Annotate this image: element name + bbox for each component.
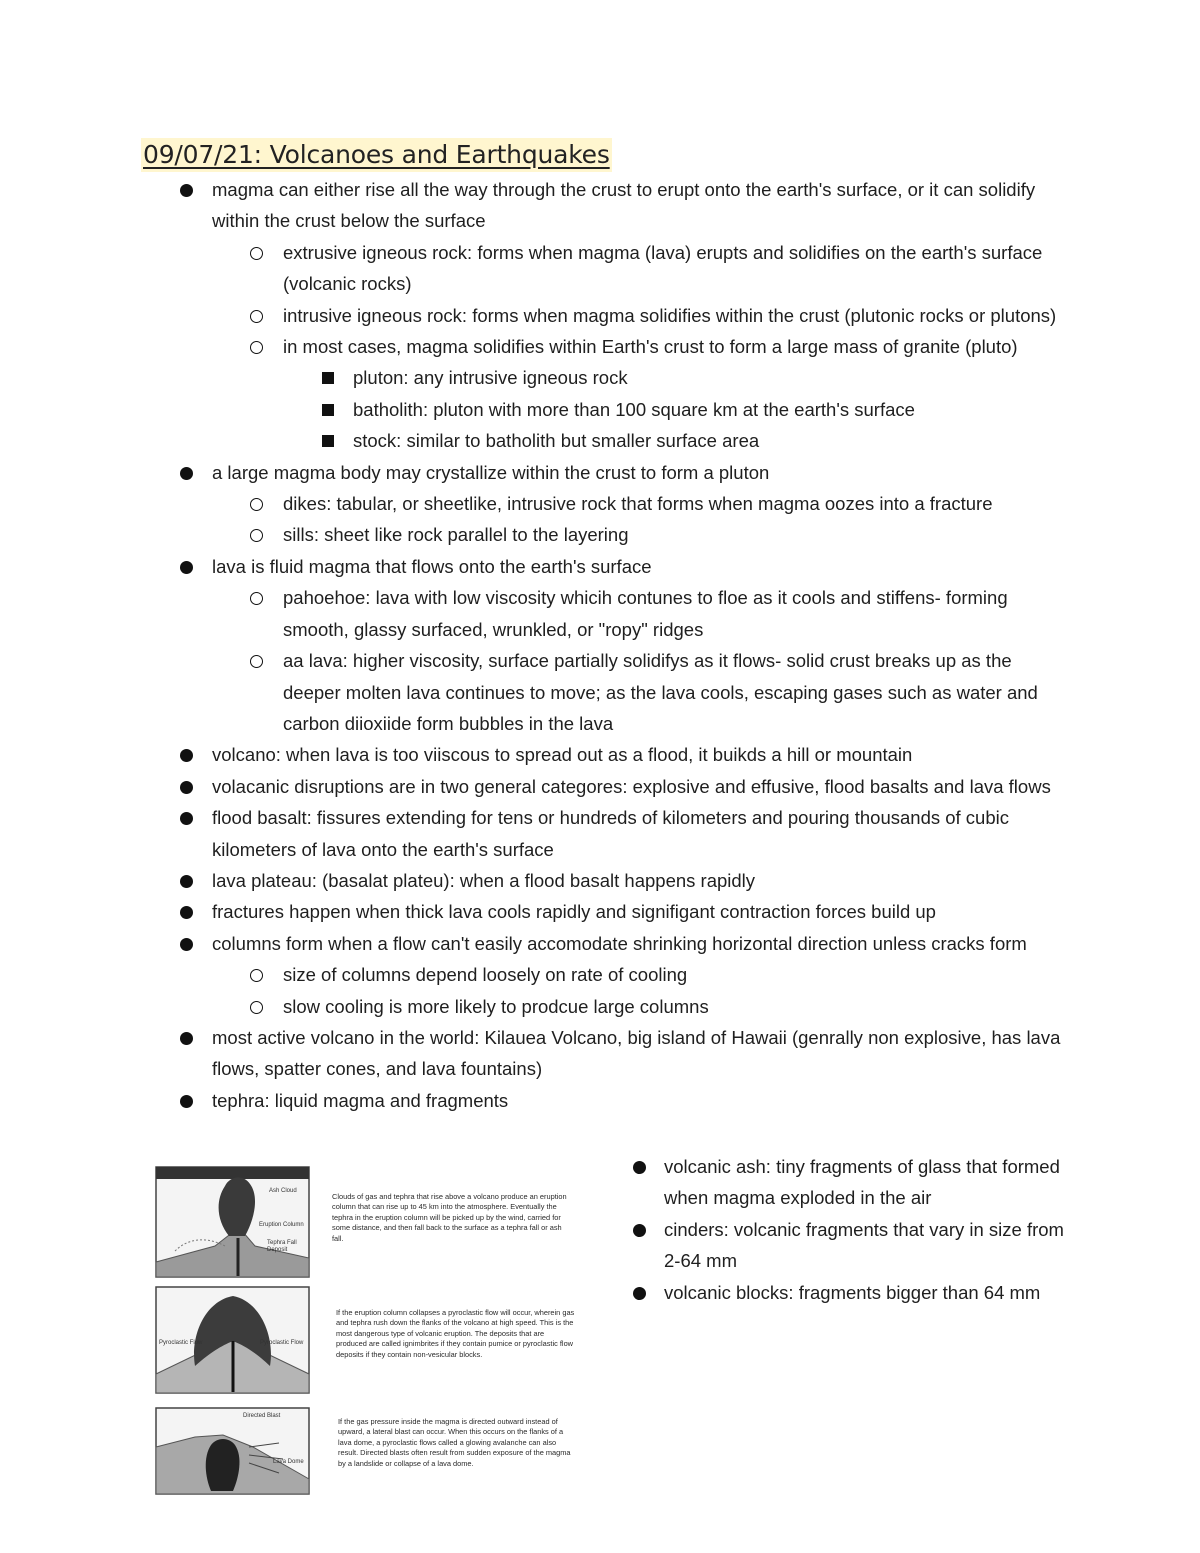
hollow-bullet-icon: [250, 529, 263, 542]
bullet-icon: [180, 1095, 193, 1108]
note-item-level-2: [178, 519, 1068, 550]
note-text: flood basalt: fissures extending for tens or hundreds of kilometers and pouring thousands of cubic kilometers of lava onto the earth's surface: [212, 807, 1009, 860]
note-text: slow cooling is more likely to prodcue large columns: [283, 995, 709, 1017]
note-item-level-1: [178, 928, 1068, 959]
hollow-bullet-icon: [250, 341, 263, 354]
note-item-level-1: [178, 457, 1068, 488]
figure-caption: If the eruption column collapses a pyroclastic flow will occur, wherein gas and tephra rush down the flanks of the volcano at high speed. This is the most dangerous type of volcanic eruption. The deposits that are produced are called ignimbrites if they contain pumice or pyroclastic flow deposits if they contain non-vesicular blocks.: [336, 1308, 575, 1359]
note-text: sills: sheet like rock parallel to the layering: [283, 524, 629, 546]
bullet-icon: [180, 812, 193, 825]
note-item-level-2: [178, 237, 1068, 300]
bullet-icon: [633, 1224, 646, 1237]
note-text: cinders: volcanic fragments that vary in size from 2-64 mm: [664, 1218, 1064, 1272]
note-item-level-1: [178, 551, 1068, 582]
hollow-bullet-icon: [250, 247, 263, 260]
bullet-icon: [633, 1287, 646, 1300]
bullet-icon: [180, 467, 193, 480]
note-text: dikes: tabular, or sheetlike, intrusive rock that forms when magma oozes into a fracture: [283, 493, 993, 515]
note-item-level-1: [178, 174, 1068, 237]
note-text: volacanic disruptions are in two general categores: explosive and effusive, flood basalts and lava flows: [212, 775, 1051, 797]
figure-caption: Clouds of gas and tephra that rise above a volcano produce an eruption column that can rise up to 45 km into the atmosphere. Eventually the tephra in the eruption column will be picked up by the wind, carried for some distance, and then fall back to the surface as a tephra fall or ash fall.: [332, 1192, 567, 1243]
note-text: tephra: liquid magma and fragments: [212, 1089, 509, 1111]
hollow-bullet-icon: [250, 310, 263, 323]
figure-label: Eruption Column: [259, 1222, 304, 1228]
note-item-level-2: [178, 645, 1068, 739]
note-item-level-2: [178, 991, 1068, 1022]
note-item-level-1: [178, 1085, 1068, 1116]
note-text: a large magma body may crystallize within the crust to form a pluton: [212, 461, 770, 483]
note-text: lava plateau: (basalat plateu): when a flood basalt happens rapidly: [212, 869, 756, 891]
note-text: stock: similar to batholith but smaller surface area: [353, 430, 760, 452]
note-item-level-2: [178, 488, 1068, 519]
note-text: most active volcano in the world: Kilauea Volcano, big island of Hawaii (genrally non explosive, has lava flows, spatter cones, and lava fountains): [212, 1026, 1061, 1080]
note-item-level-1: [178, 865, 1068, 896]
hollow-bullet-icon: [250, 1001, 263, 1014]
note-text: volcano: when lava is too viiscous to spread out as a flood, it buikds a hill or mountain: [212, 744, 913, 766]
note-text: pluton: any intrusive igneous rock: [353, 367, 628, 389]
note-text: volcanic blocks: fragments bigger than 64 mm: [664, 1281, 1041, 1303]
figure-label: Pyroclastic Flow: [159, 1340, 203, 1346]
note-text: volcanic ash: tiny fragments of glass that formed when magma exploded in the air: [664, 1156, 1060, 1209]
figure-label: Lava Dome: [273, 1459, 304, 1465]
bullet-icon: [180, 1032, 193, 1045]
note-item-level-2: [178, 959, 1068, 990]
directed-blast-diagram: [155, 1407, 310, 1495]
side-notes-list: [631, 1151, 1071, 1308]
note-text: lava is fluid magma that flows onto the earth's surface: [212, 555, 652, 577]
eruption-figures: [155, 1166, 580, 1496]
note-item-level-1: [178, 771, 1068, 802]
note-text: batholith: pluton with more than 100 square km at the earth's surface: [353, 398, 915, 420]
side-note-item-level-1: [631, 1214, 1071, 1277]
figure-caption: If the gas pressure inside the magma is directed outward instead of upward, a lateral blast can occur. When this occurs on the flanks of a lava dome, a pyroclastic flows called a glowing avalanche can also result. Directed blasts often result from sudden exposure of the magma by a landslide or collapse of a lava dome.: [338, 1417, 571, 1468]
notes-list: [178, 174, 1068, 1116]
note-item-level-2: [178, 300, 1068, 331]
hollow-bullet-icon: [250, 592, 263, 605]
bullet-icon: [180, 906, 193, 919]
note-text: in most cases, magma solidifies within Earth's crust to form a large mass of granite (pluto): [283, 336, 1018, 358]
note-text: columns form when a flow can't easily accomodate shrinking horizontal direction unless cracks form: [212, 932, 1027, 954]
note-text: aa lava: higher viscosity, surface partially solidifys as it flows- solid crust breaks up as the deeper molten lava continues to move; as the lava cools, escaping gases such as water and carbon diioxiide form bubbles in the lava: [283, 650, 1038, 734]
note-item-level-1: [178, 802, 1068, 865]
figure-label: Directed Blast: [243, 1413, 281, 1419]
figure-label: Pyroclastic Flow: [260, 1340, 304, 1346]
note-item-level-1: [178, 1022, 1068, 1085]
page-title: 09/07/21: Volcanoes and Earthquakes: [141, 138, 612, 172]
hollow-bullet-icon: [250, 498, 263, 511]
hollow-bullet-icon: [250, 969, 263, 982]
bullet-icon: [180, 781, 193, 794]
note-text: extrusive igneous rock: forms when magma (lava) erupts and solidifies on the earth's surface (volcanic rocks): [283, 241, 1043, 295]
bullet-icon: [180, 749, 193, 762]
bullet-icon: [633, 1161, 646, 1174]
figure-label: Ash Cloud: [269, 1188, 297, 1194]
square-bullet-icon: [322, 372, 334, 384]
square-bullet-icon: [322, 435, 334, 447]
square-bullet-icon: [322, 404, 334, 416]
note-item-level-3: [178, 394, 1068, 425]
note-item-level-1: [178, 896, 1068, 927]
note-item-level-1: [178, 739, 1068, 770]
note-text: size of columns depend loosely on rate of cooling: [283, 964, 688, 986]
note-text: fractures happen when thick lava cools rapidly and signifigant contraction forces build up: [212, 901, 936, 923]
note-item-level-2: [178, 582, 1068, 645]
note-text: magma can either rise all the way through the crust to erupt onto the earth's surface, or it can solidify within the crust below the surface: [212, 179, 1036, 232]
note-item-level-2: [178, 331, 1068, 362]
note-item-level-3: [178, 362, 1068, 393]
side-note-item-level-1: [631, 1151, 1071, 1214]
hollow-bullet-icon: [250, 655, 263, 668]
note-text: intrusive igneous rock: forms when magma solidifies within the crust (plutonic rocks or plutons): [283, 304, 1057, 326]
bullet-icon: [180, 938, 193, 951]
bullet-icon: [180, 875, 193, 888]
bullet-icon: [180, 184, 193, 197]
note-item-level-3: [178, 425, 1068, 456]
bullet-icon: [180, 561, 193, 574]
figure-label: Tephra Fall Deposit: [267, 1240, 297, 1253]
side-note-item-level-1: [631, 1277, 1071, 1308]
note-text: pahoehoe: lava with low viscosity whicih contunes to floe as it cools and stiffens- forming smooth, glassy surfaced, wrunkled, or "ropy" ridges: [283, 587, 1008, 640]
